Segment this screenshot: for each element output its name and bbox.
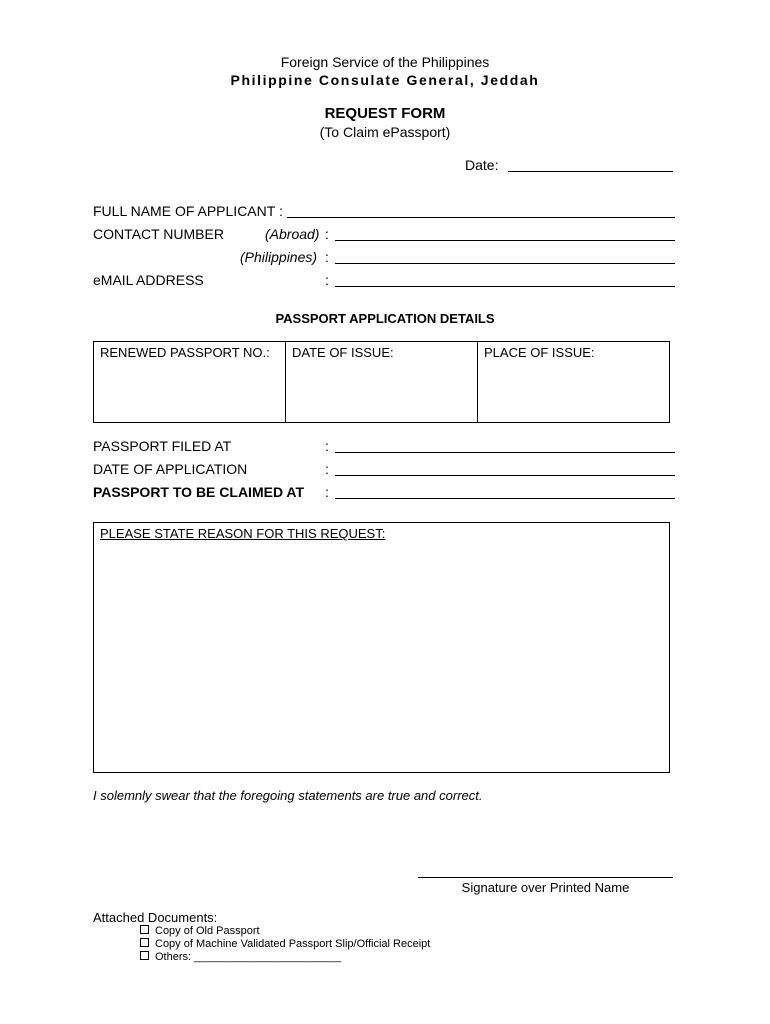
attachment-label: Others: ________________________ bbox=[155, 951, 341, 963]
renewed-passport-field[interactable] bbox=[95, 360, 283, 420]
signature-label: Signature over Printed Name bbox=[461, 880, 630, 895]
philippines-label: (Philippines) bbox=[240, 249, 318, 265]
contact-abroad-field[interactable] bbox=[335, 240, 675, 241]
date-label: Date: bbox=[465, 157, 499, 173]
claimed-at-colon: : bbox=[325, 484, 329, 500]
attachment-item bbox=[140, 925, 260, 937]
details-heading: PASSPORT APPLICATION DETAILS bbox=[275, 311, 495, 326]
consulate-name: Philippine Consulate General, Jeddah bbox=[230, 72, 540, 88]
email-label: eMAIL ADDRESS bbox=[93, 272, 204, 288]
attachment-item bbox=[140, 938, 430, 950]
reason-box[interactable] bbox=[93, 522, 670, 773]
checkbox-icon[interactable] bbox=[140, 951, 149, 960]
email-colon: : bbox=[325, 272, 329, 288]
oath-statement: I solemnly swear that the foregoing statements are true and correct. bbox=[93, 788, 483, 803]
filed-at-field[interactable] bbox=[335, 452, 675, 453]
place-of-issue-field[interactable] bbox=[479, 360, 668, 420]
attachment-label: Copy of Machine Validated Passport Slip/Official Receipt bbox=[155, 938, 431, 950]
attachments-heading: Attached Documents: bbox=[93, 910, 218, 925]
claimed-at-label: PASSPORT TO BE CLAIMED AT bbox=[93, 484, 305, 500]
agency-name: Foreign Service of the Philippines bbox=[280, 54, 490, 70]
table-divider bbox=[477, 341, 478, 423]
date-of-issue-field[interactable] bbox=[287, 360, 475, 420]
attachment-item bbox=[140, 951, 341, 963]
date-of-issue-label: DATE OF ISSUE: bbox=[292, 345, 394, 360]
form-subtitle: (To Claim ePassport) bbox=[319, 124, 451, 140]
table-divider bbox=[285, 341, 286, 423]
philippines-colon: : bbox=[325, 249, 329, 265]
full-name-field[interactable] bbox=[287, 217, 675, 218]
abroad-colon: : bbox=[325, 226, 329, 242]
contact-philippines-field[interactable] bbox=[335, 263, 675, 264]
attachment-label: Copy of Old Passport bbox=[155, 925, 260, 937]
date-application-field[interactable] bbox=[335, 475, 675, 476]
form-title: REQUEST FORM bbox=[324, 105, 446, 122]
date-field[interactable] bbox=[508, 171, 673, 172]
filed-at-colon: : bbox=[325, 438, 329, 454]
place-of-issue-label: PLACE OF ISSUE: bbox=[484, 345, 595, 360]
date-application-label: DATE OF APPLICATION bbox=[93, 461, 248, 477]
filed-at-label: PASSPORT FILED AT bbox=[93, 438, 232, 454]
full-name-label: FULL NAME OF APPLICANT : bbox=[93, 203, 283, 219]
checkbox-icon[interactable] bbox=[140, 938, 149, 947]
contact-number-label: CONTACT NUMBER bbox=[93, 226, 224, 242]
checkbox-icon[interactable] bbox=[140, 925, 149, 934]
claimed-at-field[interactable] bbox=[335, 498, 675, 499]
signature-line[interactable] bbox=[418, 877, 673, 878]
renewed-passport-label: RENEWED PASSPORT NO.: bbox=[100, 345, 270, 360]
abroad-label: (Abroad) bbox=[265, 226, 320, 242]
date-application-colon: : bbox=[325, 461, 329, 477]
reason-label: PLEASE STATE REASON FOR THIS REQUEST: bbox=[100, 526, 386, 541]
email-field[interactable] bbox=[335, 286, 675, 287]
